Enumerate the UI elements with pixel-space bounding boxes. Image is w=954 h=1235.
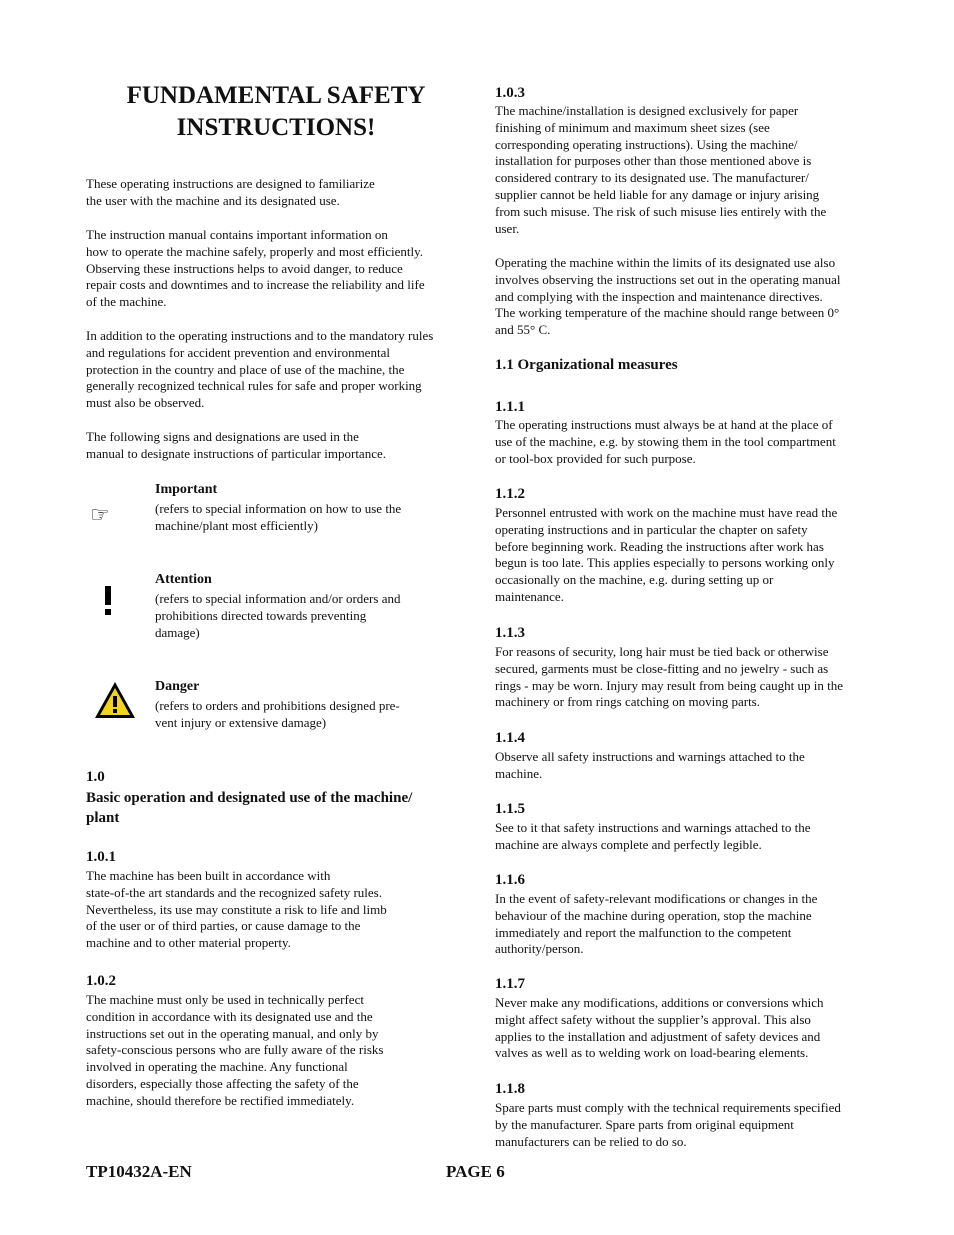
intro-paragraph: In addition to the operating instructions and to the mandatory rules and regulations for accident prevention and environmental protection in the country and place of use of the machine, the generally recognized technical rules for safe and proper working must also be observed. (86, 328, 434, 411)
subsection-number: 1.0.2 (86, 973, 116, 989)
warning-triangle-icon (93, 680, 137, 720)
footer-page-number: PAGE 6 (446, 1162, 505, 1181)
subsection-text: The machine has been built in accordance with state-of-the art standards and the recognized safety rules. Nevertheless, its use may constitute a risk to life and limb of the user or of third parties, or cause damage to the machine and to other material property. (86, 868, 387, 951)
subsection-number: 1.1.8 (495, 1081, 525, 1097)
subsection-number: 1.1.2 (495, 486, 525, 502)
section-heading: 1.0 Basic operation and designated use of the machine/ plant (86, 769, 413, 826)
legend-important-text: (refers to special information on how to use the machine/plant most efficiently) (155, 501, 402, 533)
subsection-text: See to it that safety instructions and warnings attached to the machine are always complete and perfectly legible. (495, 820, 811, 852)
subsection-text: Personnel entrusted with work on the machine must have read the operating instructions and in particular the chapter on safety before beginning work. Reading the instructions after work has begun is too late. This applies especially to persons working only occasionally on the machine, e.g. during setting up or maintenance. (495, 505, 838, 604)
legend-attention-text: (refers to special information and/or orders and prohibitions directed towards preventing damage) (155, 591, 401, 640)
legend-attention-title: Attention (155, 572, 212, 587)
subsection-number: 1.1.3 (495, 625, 525, 641)
subsection-text: Observe all safety instructions and warnings attached to the machine. (495, 749, 805, 781)
subsection-text: Never make any modifications, additions or conversions which might affect safety without the supplier’s approval. This also applies to the installation and adjustment of safety devices and valves as well as to welding work on load-bearing elements. (495, 995, 824, 1061)
subsection-text: The operating instructions must always be at hand at the place of use of the machine, e.g. by stowing them in the tool compartment or tool-box provided for such purpose. (495, 417, 836, 466)
footer-doc-id: TP10432A-EN (86, 1162, 192, 1181)
subsection-text: Operating the machine within the limits of its designated use also involves observing the instructions set out in the operating manual and complying with the inspection and maintenance directives. The working temperature of the machine should range between 0° and 55° C. (495, 255, 841, 338)
intro-paragraph: The instruction manual contains important information on how to operate the machine safely, properly and most efficiently. Observing these instructions helps to avoid danger, to reduce repair costs and downtimes and to increase the reliability and life of the machine. (86, 227, 425, 310)
subsection-number: 1.1.7 (495, 976, 525, 992)
subsection-number: 1.0.3 (495, 85, 525, 101)
exclamation-icon (100, 586, 116, 616)
page-title: FUNDAMENTAL SAFETY INSTRUCTIONS! (126, 82, 426, 141)
intro-paragraph: The following signs and designations are used in the manual to designate instructions of particular importance. (86, 429, 386, 461)
subsection-text: The machine must only be used in technically perfect condition in accordance with its designated use and the instructions set out in the operating manual, and only by safety-conscious persons who are fully aware of the risks involved in operating the machine. Any functional disorders, especially those affecting the safety of the machine, should therefore be rectified immediately. (86, 992, 384, 1108)
subsection-text: For reasons of security, long hair must be tied back or otherwise secured, garments must be close-fitting and no jewelry - such as rings - may be worn. Injury may result from being caught up in the machinery or from rings catching on moving parts. (495, 644, 844, 710)
legend-danger-text: (refers to orders and prohibitions designed pre- vent injury or extensive damage) (155, 698, 400, 730)
pointing-hand-icon: ☞ (90, 502, 110, 527)
subsection-number: 1.1.6 (495, 872, 525, 888)
subsection-text: The machine/installation is designed exclusively for paper finishing of minimum and maximum sheet sizes (see corresponding operating instructions). Using the machine/ installation for purposes other than those mentioned above is considered contrary to its designated use. The manufacturer/ supplier cannot be held liable for any damage or injury arising from such misuse. The risk of such misuse lies entirely with the user. (495, 103, 827, 236)
legend-important-title: Important (155, 482, 218, 497)
legend-danger-title: Danger (155, 679, 200, 694)
subsection-number: 1.0.1 (86, 849, 116, 865)
section-heading: 1.1 Organizational measures (495, 357, 678, 373)
subsection-number: 1.1.1 (495, 399, 525, 415)
subsection-number: 1.1.5 (495, 801, 525, 817)
subsection-text: Spare parts must comply with the technical requirements specified by the manufacturer. Spare parts from original equipment manufacturers can be relied to do so. (495, 1100, 841, 1149)
subsection-number: 1.1.4 (495, 730, 525, 746)
intro-paragraph: These operating instructions are designed to familiarize the user with the machine and its designated use. (86, 176, 375, 208)
subsection-text: In the event of safety-relevant modifications or changes in the behaviour of the machine during operation, stop the machine immediately and report the malfunction to the competent authority/person. (495, 891, 818, 957)
